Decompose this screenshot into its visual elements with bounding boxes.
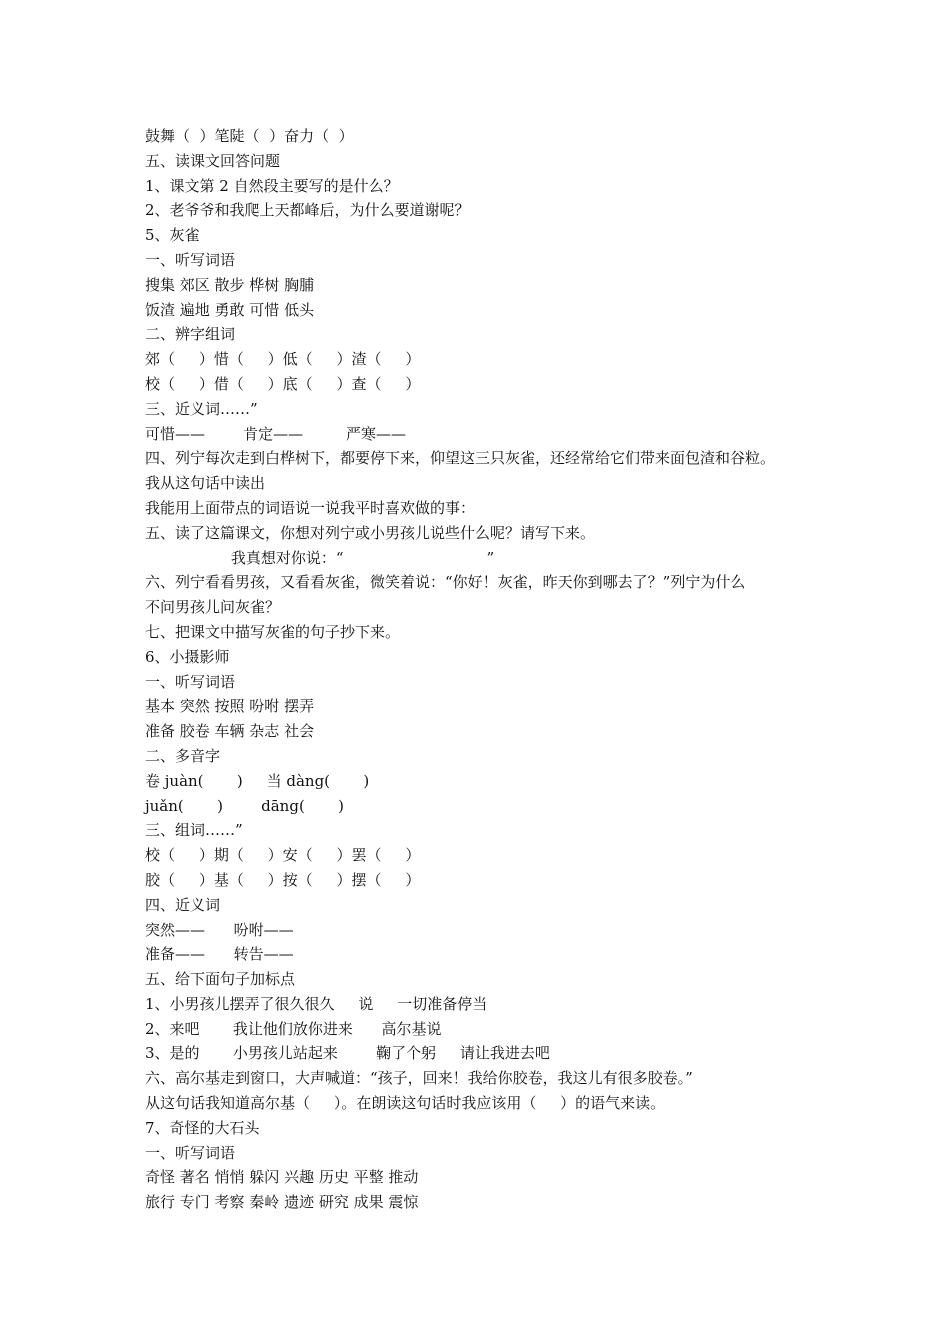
text-line: 饭渣 遍地 勇敢 可惜 低头: [145, 300, 315, 319]
section-heading: 一、听写词语: [145, 1143, 236, 1162]
section-heading: 二、多音字: [145, 746, 221, 765]
question-line: 四、列宁每次走到白桦树下，都要停下来，仰望这三只灰雀，还经常给它们带来面包渣和谷粒。: [145, 449, 776, 468]
text-line: juǎn( ) dāng( ): [145, 796, 345, 815]
text-line: 我真想对你说：“ ”: [145, 548, 495, 567]
lesson-title: 7、奇怪的大石头: [145, 1118, 260, 1137]
question-line: 六、高尔基走到窗口，大声喊道：“孩子，回来！我给你胶卷，我这儿有很多胶卷。”: [145, 1069, 693, 1088]
text-line: 基本 突然 按照 吩咐 摆弄: [145, 697, 315, 716]
lesson-title: 6、小摄影师: [145, 647, 230, 666]
text-line: 2、来吧 我让他们放你进来 高尔基说: [145, 1019, 442, 1038]
text-line: 3、是的 小男孩儿站起来 鞠了个躬 请让我进去吧: [145, 1044, 550, 1063]
lesson-title: 5、灰雀: [145, 226, 200, 245]
text-line: 卷 juàn( ) 当 dàng( ): [145, 771, 370, 790]
question-line: 1、课文第 2 自然段主要写的是什么？: [145, 176, 399, 195]
text-line: 准备—— 转告——: [145, 945, 294, 964]
section-heading: 三、组词……”: [145, 821, 243, 840]
section-heading: 一、听写词语: [145, 672, 236, 691]
section-heading: 二、辨字组词: [145, 325, 236, 344]
text-line: 准备 胶卷 车辆 杂志 社会: [145, 722, 315, 741]
text-line: 校（ ）借（ ）底（ ）查（ ）: [145, 374, 421, 393]
section-heading: 四、近义词: [145, 895, 221, 914]
section-heading: 五、读课文回答问题: [145, 151, 281, 170]
text-line: 奇怪 著名 悄悄 躲闪 兴趣 历史 平整 推动: [145, 1168, 419, 1187]
text-line: 校（ ）期（ ）安（ ）罢（ ）: [145, 846, 421, 865]
text-line: 我能用上面带点的词语说一说我平时喜欢做的事：: [145, 498, 476, 517]
text-line: 从这句话我知道高尔基（ ）。在朗读这句话时我应该用（ ）的语气来读。: [145, 1094, 666, 1113]
text-line: 胶（ ）基（ ）按（ ）摆（ ）: [145, 870, 421, 889]
question-line: 六、列宁看看男孩，又看看灰雀，微笑着说：“你好！灰雀，昨天你到哪去了？”列宁为什么: [145, 573, 746, 592]
text-line: 1、小男孩儿摆弄了很久很久 说 一切准备停当: [145, 994, 488, 1013]
text-line: 鼓舞（ ）笔陡（ ）奋力（ ）: [145, 127, 354, 145]
text-line: 旅行 专门 考察 秦岭 遗迹 研究 成果 震惊: [145, 1193, 419, 1212]
text-line: 郊（ ）惜（ ）低（ ）渣（ ）: [145, 350, 421, 369]
section-heading: 五、给下面句子加标点: [145, 970, 296, 989]
text-line: 突然—— 吩咐——: [145, 920, 294, 939]
text-line: 我从这句话中读出: [145, 474, 266, 493]
text-line: 搜集 郊区 散步 桦树 胸脯: [145, 275, 315, 294]
text-line: 可惜—— 肯定—— 严寒——: [145, 424, 407, 443]
section-heading: 三、近义词……”: [145, 399, 258, 418]
document-body: [145, 124, 825, 1215]
section-heading: 一、听写词语: [145, 250, 236, 269]
text-line: 不问男孩儿问灰雀？: [145, 598, 281, 617]
question-line: 2、老爷爷和我爬上天都峰后，为什么要道谢呢？: [145, 201, 470, 220]
question-line: 七、把课文中描写灰雀的句子抄下来。: [145, 622, 401, 641]
question-line: 五、读了这篇课文，你想对列宁或小男孩儿说些什么呢？请写下来。: [145, 523, 596, 542]
